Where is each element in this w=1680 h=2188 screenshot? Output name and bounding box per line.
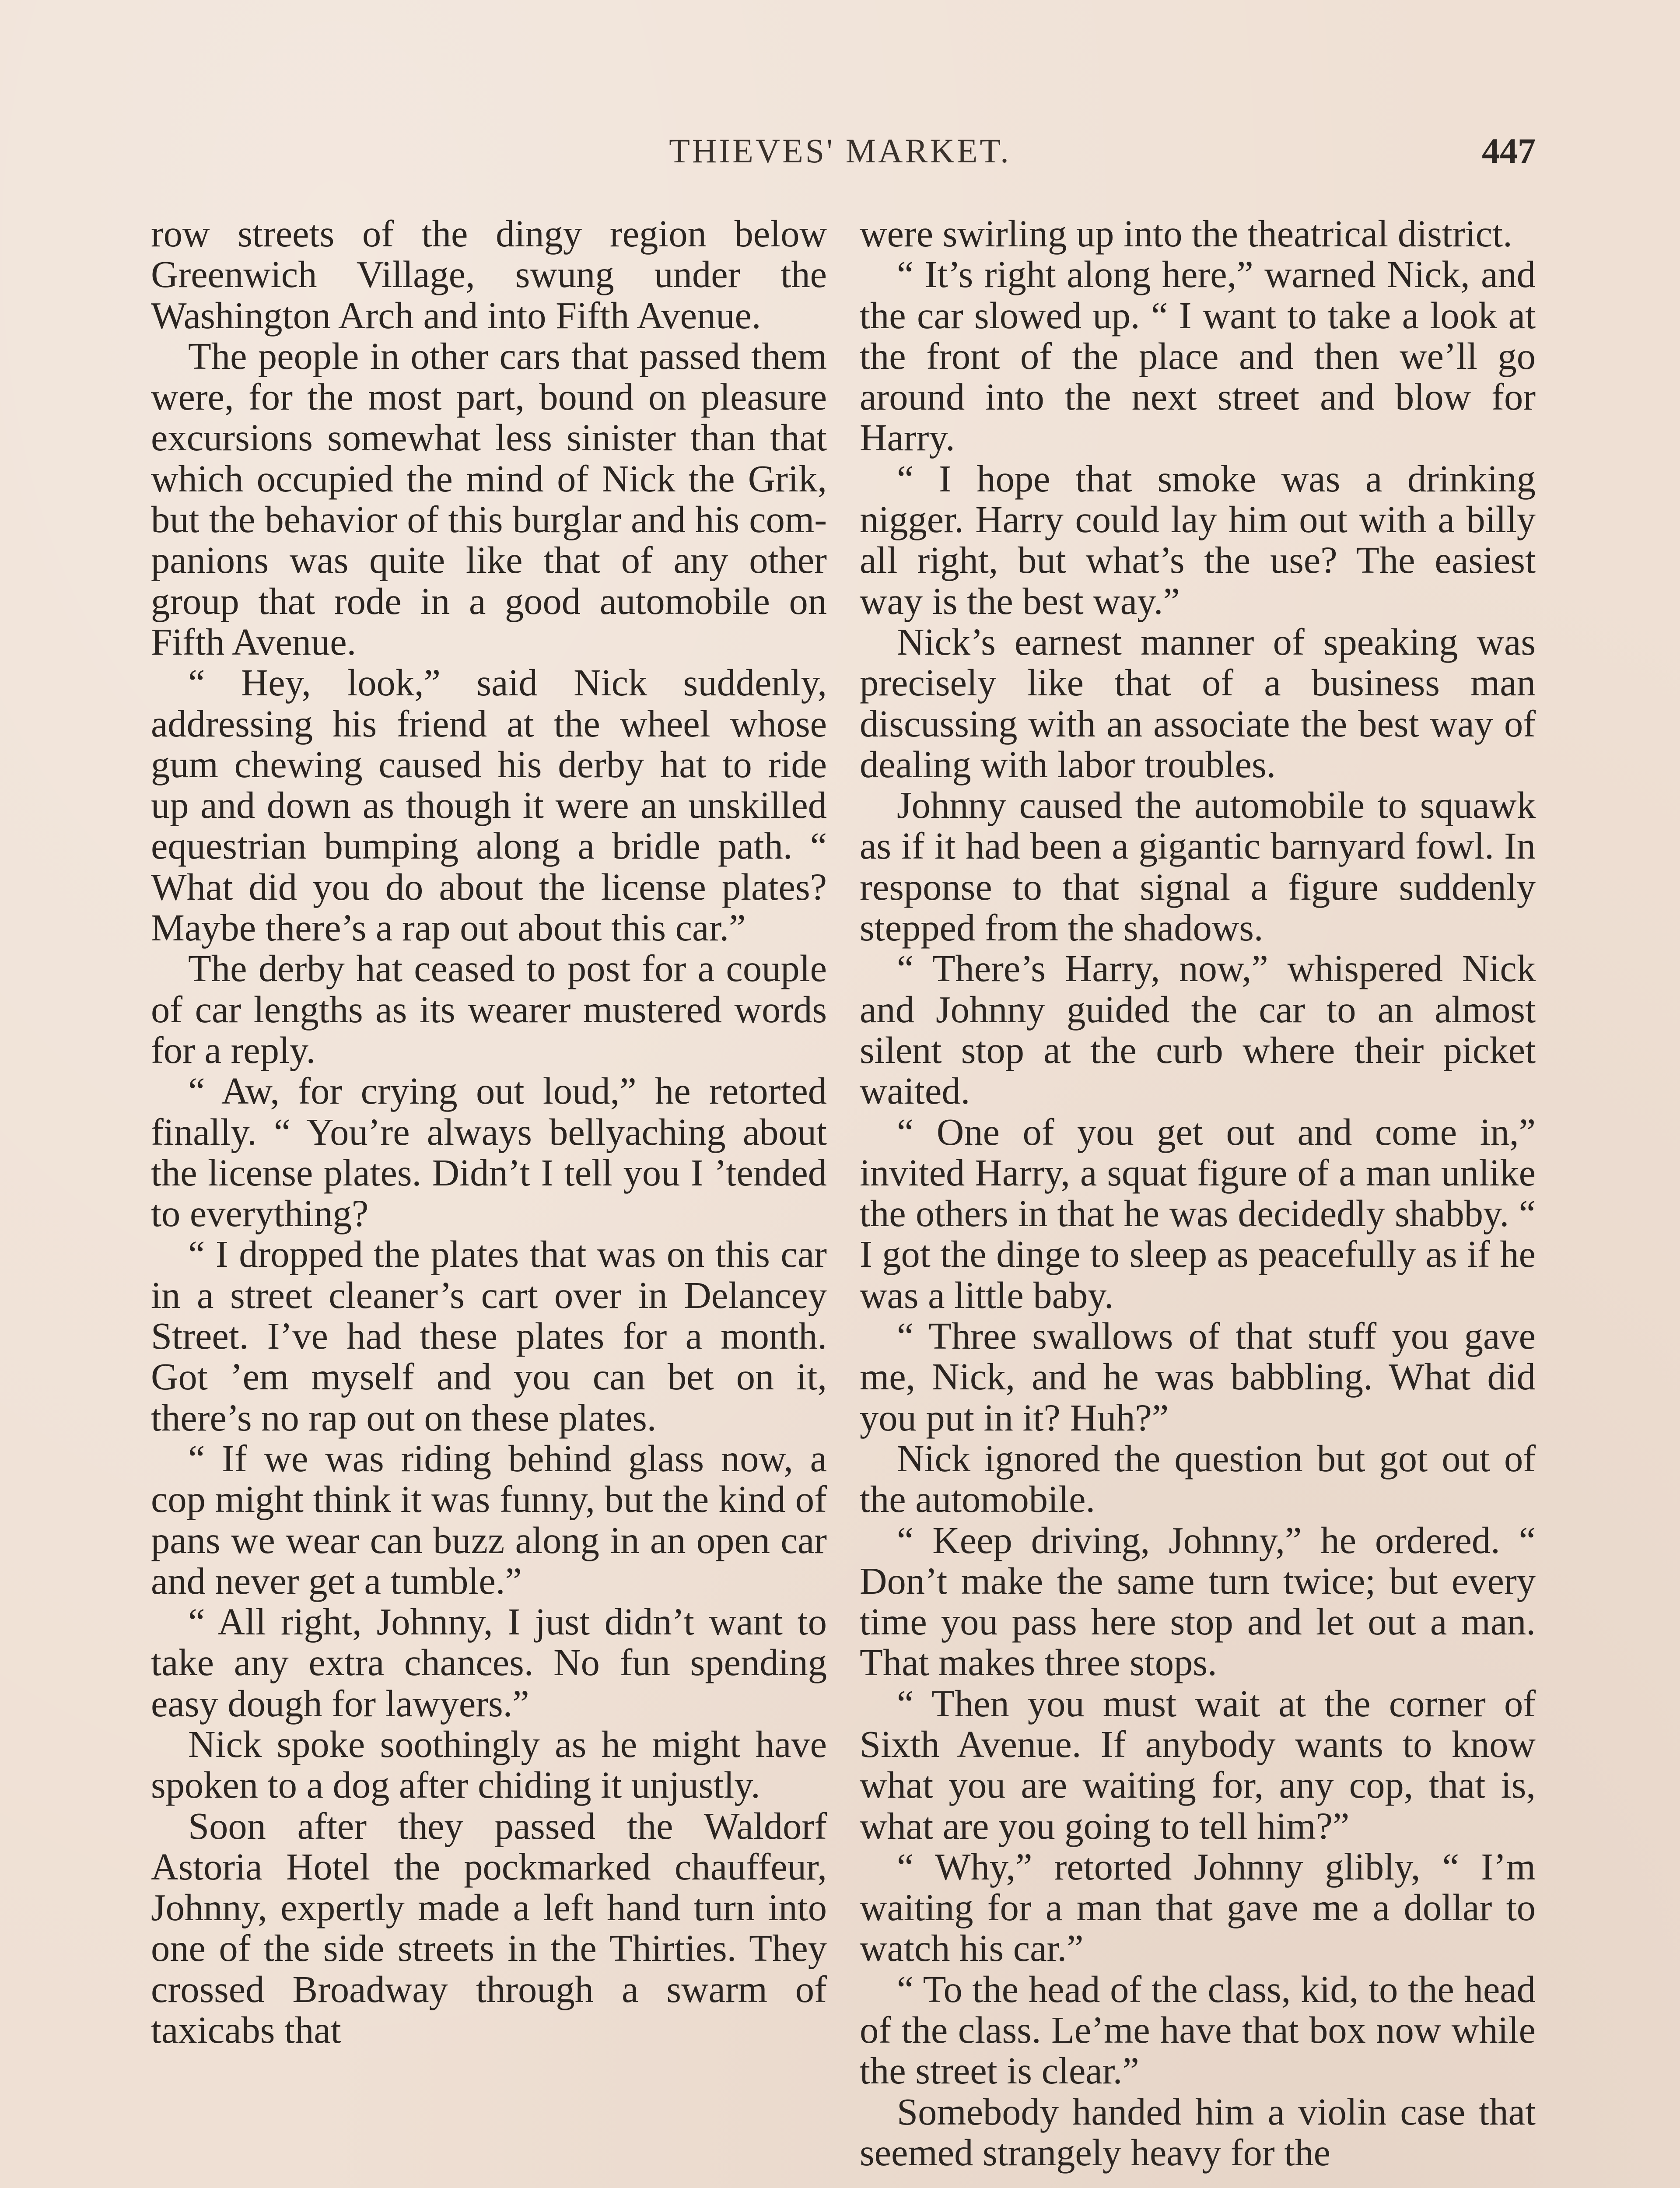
- paragraph: “ I hope that smoke was a drinking nigger. Harry could lay him out with a billy all right, but what’s the use? The easiest way is the best way.”: [860, 457, 1536, 622]
- paragraph: Somebody handed him a violin case that seemed strangely heavy for the: [860, 2090, 1536, 2174]
- paragraph: “ Why,” retorted Johnny glibly, “ I’m waiting for a man that gave me a dollar to watch his car.”: [860, 1845, 1536, 1970]
- paragraph: “ Keep driving, Johnny,” he ordered. “ Don’t make the same turn twice; but every time you pass here stop and let out a man. That makes three stops.: [860, 1519, 1536, 1684]
- paragraph: “ To the head of the class, kid, to the head of the class. Le’me have that box now while the street is clear.”: [860, 1968, 1536, 2092]
- paragraph: “ It’s right along here,” warned Nick, and the car slowed up. “ I want to take a look at the front of the place and then we’ll go around into the next street and blow for Harry.: [860, 253, 1536, 459]
- paragraph: “ Then you must wait at the corner of Sixth Avenue. If anybody wants to know what you are waiting for, any cop, that is, what are you going to tell him?”: [860, 1682, 1536, 1847]
- running-title: THIEVES' MARKET.: [669, 132, 1011, 170]
- paragraph: “ All right, Johnny, I just didn’t want to take any extra chances. No fun spending easy dough for lawyers.”: [151, 1601, 827, 1725]
- paragraph: “ One of you get out and come in,” invited Harry, a squat figure of a man unlike the others in that he was decidedly shabby. “ I got the dinge to sleep as peacefully as if he was a little baby.: [860, 1111, 1536, 1316]
- paragraph: row streets of the dingy region below Greenwich Village, swung under the Washington Arch and into Fifth Avenue.: [151, 213, 827, 337]
- paragraph: “ If we was riding behind glass now, a cop might think it was funny, but the kind of pans we wear can buzz along in an open car and never get a tumble.”: [151, 1437, 827, 1602]
- paragraph: were swirling up into the theatrical district.: [860, 213, 1512, 255]
- paragraph: The people in other cars that passed them were, for the most part, bound on pleasure excursions somewhat less sinister than that which occupied the mind of Nick the Grik, but the behavior of this burglar and his companions was quite like that of any other group that rode in a good automobile on Fifth Avenue.: [151, 335, 827, 663]
- paragraph: Johnny caused the automobile to squawk as if it had been a gigantic barnyard fowl. In response to that signal a figure suddenly stepped from the shadows.: [860, 784, 1536, 949]
- running-head: [0, 127, 1680, 175]
- left-column: [151, 214, 827, 2051]
- paragraph: Nick spoke soothingly as he might have spoken to a dog after chiding it unjustly.: [151, 1723, 827, 1806]
- paragraph: “ There’s Harry, now,” whispered Nick and Johnny guided the car to an almost silent stop at the curb where their picket waited.: [860, 947, 1536, 1112]
- paragraph: The derby hat ceased to post for a couple of car lengths as its wearer mustered words for a reply.: [151, 947, 827, 1071]
- page-number: 447: [1482, 131, 1536, 171]
- paragraph: Soon after they passed the Waldorf Astoria Hotel the pockmarked chauffeur, Johnny, expertly made a left hand turn into one of the side streets in the Thirties. They crossed Broadway through a swarm of taxicabs that: [151, 1805, 827, 2051]
- paragraph: Nick ignored the question but got out of the automobile.: [860, 1437, 1536, 1521]
- paragraph: “ I dropped the plates that was on this car in a street cleaner’s cart over in Delancey Street. I’ve had these plates for a month. Got ’em myself and you can bet on it, there’s no rap out on these plates.: [151, 1233, 827, 1439]
- paragraph: Nick’s earnest manner of speaking was precisely like that of a business man discussing with an associate the best way of dealing with labor troubles.: [860, 621, 1536, 785]
- paragraph: “ Hey, look,” said Nick suddenly, addressing his friend at the wheel whose gum chewing caused his derby hat to ride up and down as though it were an unskilled equestrian bumping along a bridle path. “ What did you do about the license plates? Maybe there’s a rap out about this car.”: [151, 662, 827, 949]
- paragraph: “ Aw, for crying out loud,” he retorted finally. “ You’re always bellyaching about the license plates. Didn’t I tell you I ’tended to everything?: [151, 1070, 827, 1235]
- right-column: [860, 214, 1536, 2173]
- paragraph: “ Three swallows of that stuff you gave me, Nick, and he was babbling. What did you put in it? Huh?”: [860, 1315, 1536, 1439]
